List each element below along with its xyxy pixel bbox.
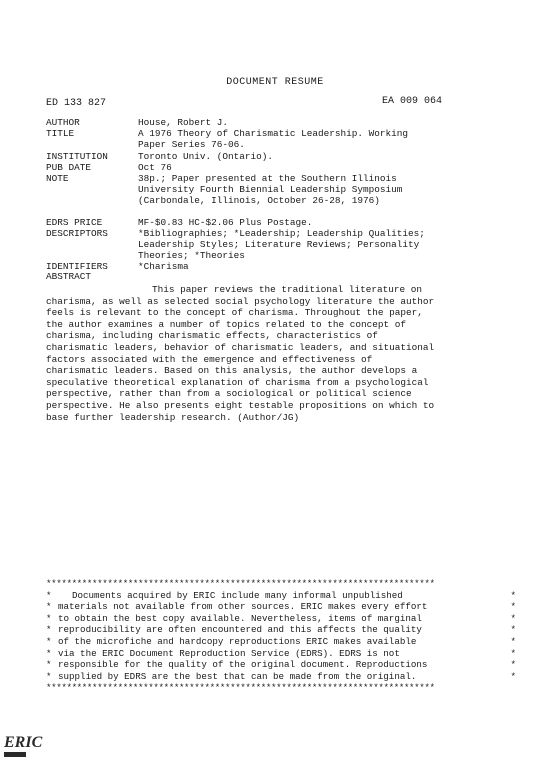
notice-star: * xyxy=(46,601,52,613)
notice-line xyxy=(46,659,516,671)
field-label: INSTITUTION xyxy=(46,150,108,162)
field-line: Paper Series 76-06. xyxy=(138,139,245,151)
abstract-line: charismatic leaders, behavior of charismatic leaders, and situational xyxy=(46,341,435,353)
field-pub-date xyxy=(46,162,516,173)
notice-line xyxy=(46,636,516,648)
field-value xyxy=(138,228,516,262)
notice-text: of the microfiche and hardcopy reproductions ERIC makes available xyxy=(58,635,417,647)
notice-star: * xyxy=(46,647,52,659)
field-value xyxy=(138,173,516,207)
eric-logo-icon xyxy=(4,734,43,759)
field-value xyxy=(138,162,516,173)
field-identifiers xyxy=(46,261,516,272)
eric-logo-text: ERIC xyxy=(4,734,43,751)
notice-border-top: **************************************************************************** xyxy=(46,578,435,589)
notice-star: * xyxy=(510,624,516,636)
abstract-line: factors associated with the emergence and effectiveness of xyxy=(46,353,373,365)
notice-star: * xyxy=(510,589,516,601)
abstract-line: charisma, as well as selected social psychology literature the author xyxy=(46,295,435,307)
document-title: DOCUMENT RESUME xyxy=(226,77,324,88)
notice-border-bottom: **************************************************************************** xyxy=(46,682,435,694)
notice-text: reproducibility are often encountered and this affects the quality xyxy=(58,624,422,636)
field-note xyxy=(46,173,516,207)
notice-text: responsible for the quality of the original document. Reproductions xyxy=(58,659,428,671)
field-line: University Fourth Biennial Leadership Symposium xyxy=(138,184,403,196)
abstract-line: charismatic leaders. Based on this analysis, the author develops a xyxy=(46,365,418,377)
notice-star: * xyxy=(510,612,516,624)
abstract-line: This paper reviews the traditional literature on xyxy=(152,284,423,295)
notice-star: * xyxy=(510,647,516,659)
field-value xyxy=(138,261,516,272)
notice-star: * xyxy=(46,624,52,636)
notice-text: supplied by EDRS are the best that can be made from the original. xyxy=(58,670,417,682)
ed-number: ED 133 827 xyxy=(46,98,107,109)
field-label: NOTE xyxy=(46,173,69,185)
abstract-line: the author examines a number of topics related to the concept of xyxy=(46,318,407,330)
abstract-line: base further leadership research. (Author/JG) xyxy=(46,411,300,423)
abstract-line: feels is relevant to the concept of charisma. Throughout the paper, xyxy=(46,307,423,319)
notice-line xyxy=(46,671,516,683)
field-line: House, Robert J. xyxy=(138,117,229,128)
notice-star: * xyxy=(46,670,52,682)
notice-line xyxy=(46,590,516,602)
field-descriptors xyxy=(46,228,516,262)
abstract-body xyxy=(46,284,516,423)
notice-star: * xyxy=(46,635,52,647)
ea-number: EA 009 064 xyxy=(382,96,443,107)
notice-star: * xyxy=(46,589,52,601)
abstract-line: perspective, rather than from a sociological or political science xyxy=(46,388,412,400)
notice-text: materials not available from other sources. ERIC makes every effort xyxy=(58,601,428,613)
field-line: Theories; *Theories xyxy=(138,250,245,262)
notice-line xyxy=(46,601,516,613)
notice-star: * xyxy=(510,659,516,671)
field-title xyxy=(46,128,516,150)
field-line: *Charisma xyxy=(138,261,189,273)
field-value xyxy=(138,151,516,162)
field-edrs-price xyxy=(46,217,516,228)
field-line: MF-$0.83 HC-$2.06 Plus Postage. xyxy=(138,216,313,228)
field-label: AUTHOR xyxy=(46,117,80,128)
field-line: A 1976 Theory of Charismatic Leadership. Working xyxy=(138,128,409,140)
field-label: EDRS PRICE xyxy=(46,216,103,228)
notice-line xyxy=(46,613,516,625)
notice-text: to obtain the best copy available. Nevertheless, items of marginal xyxy=(58,612,422,624)
notice-star: * xyxy=(510,635,516,647)
field-line: *Bibliographies; *Leadership; Leadership Qualities; xyxy=(138,227,425,239)
field-author xyxy=(46,117,516,128)
abstract-line: perspective. He also presents eight testable propositions on which to xyxy=(46,399,435,411)
notice-star: * xyxy=(46,659,52,671)
abstract-line: speculative theoretical explanation of charisma from a psychological xyxy=(46,376,429,388)
abstract-line: charisma, including charismatic effects, characteristics of xyxy=(46,330,378,342)
field-line: Oct 76 xyxy=(138,161,172,173)
notice-text: via the ERIC Document Reproduction Service (EDRS). EDRS is not xyxy=(58,647,400,659)
field-label: IDENTIFIERS xyxy=(46,261,108,273)
eric-notice-box xyxy=(46,578,516,694)
field-label: DESCRIPTORS xyxy=(46,227,108,239)
notice-line xyxy=(46,624,516,636)
notice-star: * xyxy=(510,670,516,682)
eric-logo-bar xyxy=(4,752,26,757)
field-value xyxy=(138,128,516,150)
field-label: TITLE xyxy=(46,128,75,140)
notice-text: Documents acquired by ERIC include many informal unpublished xyxy=(72,589,403,601)
field-line: Toronto Univ. (Ontario). xyxy=(138,150,274,162)
field-line: (Carbondale, Illinois, October 26-28, 1976) xyxy=(138,195,380,207)
field-line: Leadership Styles; Literature Reviews; Personality xyxy=(138,239,420,251)
metadata-fields xyxy=(46,117,516,273)
notice-star: * xyxy=(510,601,516,613)
notice-line xyxy=(46,648,516,660)
field-label: PUB DATE xyxy=(46,161,92,173)
field-value xyxy=(138,217,516,228)
field-value xyxy=(138,117,516,128)
notice-star: * xyxy=(46,612,52,624)
field-institution xyxy=(46,151,516,162)
field-line: 38p.; Paper presented at the Southern Illinois xyxy=(138,173,397,185)
abstract-heading: ABSTRACT xyxy=(46,271,92,282)
